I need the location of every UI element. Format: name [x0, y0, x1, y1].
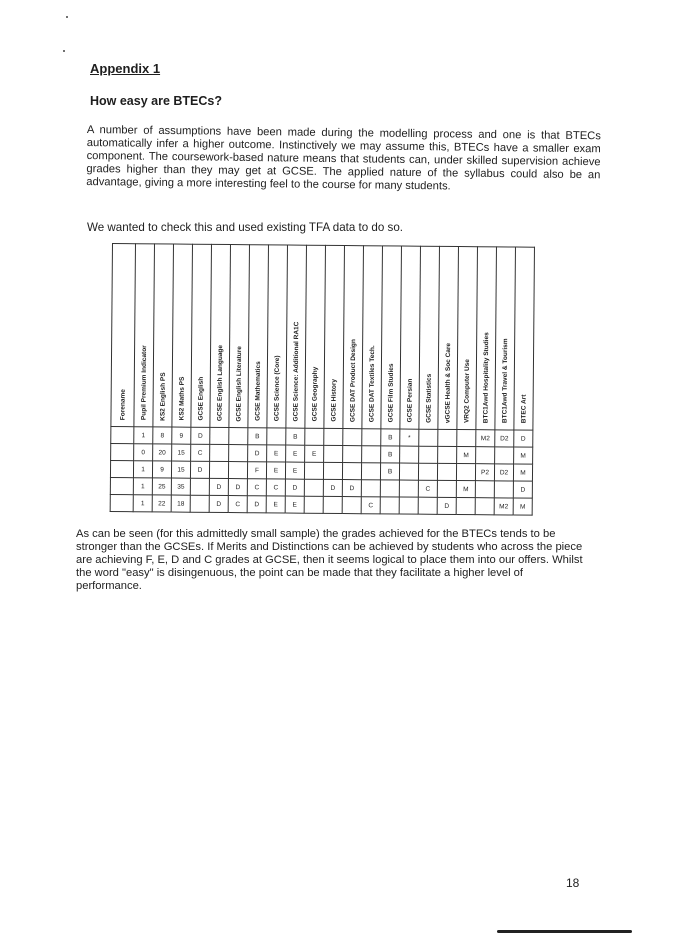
- table-cell: [400, 446, 419, 463]
- table-cell: [110, 494, 133, 511]
- table-cell: [456, 464, 475, 481]
- table-cell: [209, 461, 228, 478]
- table-cell: [324, 445, 343, 462]
- table-cell: M: [514, 447, 533, 464]
- column-header: [111, 244, 136, 427]
- column-header-label: GCSE Geography: [310, 367, 319, 422]
- column-header: [476, 247, 497, 430]
- appendix-heading: Appendix 1: [90, 61, 161, 76]
- table-cell: D: [191, 427, 210, 444]
- table-cell: C: [266, 479, 285, 496]
- table-cell: D: [514, 430, 533, 447]
- column-header: [229, 245, 250, 428]
- column-header-label: KS2 English PS: [158, 372, 167, 421]
- table-cell: [399, 463, 418, 480]
- column-header-label: Forename: [118, 388, 127, 421]
- table-cell: [304, 496, 323, 513]
- column-header: [419, 246, 440, 429]
- table-cell: [380, 497, 399, 514]
- column-header-label: BTC1Awd Hospitality Studies: [481, 332, 490, 424]
- column-header: [362, 246, 383, 429]
- column-header-label: Pupil Premium Indicator: [139, 345, 148, 421]
- table-cell: [229, 428, 248, 445]
- table-cell: C: [247, 479, 266, 496]
- table-cell: 1: [134, 427, 153, 444]
- table-cell: 35: [171, 478, 190, 495]
- column-header: [248, 245, 269, 428]
- scan-speck: [63, 50, 65, 52]
- table-cell: E: [266, 496, 285, 513]
- table-cell: M: [513, 498, 532, 515]
- table-cell: [418, 463, 437, 480]
- table-cell: D: [323, 479, 342, 496]
- table-cell: [110, 477, 133, 494]
- table-cell: M: [513, 464, 532, 481]
- column-header-label: GCSE English: [196, 377, 205, 421]
- table-cell: [437, 463, 456, 480]
- page-number: 18: [566, 876, 580, 890]
- column-header-label: VRQ2 Computer Use: [462, 359, 471, 424]
- table-cell: E: [285, 496, 304, 513]
- column-header: [514, 247, 535, 430]
- table-body: [110, 426, 533, 515]
- column-header: [134, 244, 155, 427]
- table-cell: 9: [152, 461, 171, 478]
- table-cell: D: [285, 479, 304, 496]
- table-cell: [342, 463, 361, 480]
- table-cell: [495, 447, 514, 464]
- table-cell: [380, 480, 399, 497]
- table-cell: [475, 481, 494, 498]
- column-header-label: GCSE Mathematics: [253, 361, 262, 422]
- table-cell: E: [286, 445, 305, 462]
- table-cell: F: [247, 462, 266, 479]
- table-cell: 8: [153, 427, 172, 444]
- column-header-label: KS2 Maths PS: [177, 376, 186, 421]
- table-cell: [229, 445, 248, 462]
- table-cell: [323, 462, 342, 479]
- table-cell: D: [228, 479, 247, 496]
- conclusion-paragraph: As can be seen (for this admittedly small sample) the grades achieved for the BTECs tends to be stronger than the GCSEs. If Merits and Distinctions can be achieved by students who across the piece are achieving F, E, D and C grades at GCSE, then it seems logical to place them into our offers. Whilst the word "easy" is disingenuous, the point can be made that they facilitate a higher level of performance.: [76, 528, 583, 592]
- table-cell: [111, 443, 134, 460]
- table-cell: B: [286, 428, 305, 445]
- table-cell: [456, 498, 475, 515]
- table-cell: 15: [172, 444, 191, 461]
- table-cell: D: [248, 445, 267, 462]
- table-cell: [362, 446, 381, 463]
- table-cell: D: [209, 478, 228, 495]
- table-cell: 20: [153, 444, 172, 461]
- column-header-label: BTC1Awd Travel & Tourism: [500, 338, 509, 424]
- table-cell: E: [285, 462, 304, 479]
- intro-paragraph: A number of assumptions have been made during the modelling process and one is that BTECs automatically infer a higher outcome. Instinctively we may assume this, BTECs have a smaller exam component. The coursework-based nature means that students can, under skilled supervision achieve grades higher than they may get at GCSE. The applied nature of the syllabus could also be an advantage, giving a more interesting feel to the course for many students.: [86, 124, 601, 193]
- table-cell: [305, 428, 324, 445]
- table-cell: [267, 428, 286, 445]
- table-cell: [324, 428, 343, 445]
- column-header: [381, 246, 402, 429]
- table-cell: 15: [171, 461, 190, 478]
- table-cell: 25: [152, 478, 171, 495]
- table-cell: D: [342, 480, 361, 497]
- table-cell: [362, 429, 381, 446]
- table-cell: D: [247, 496, 266, 513]
- table-cell: B: [248, 428, 267, 445]
- column-header: [286, 245, 307, 428]
- table-cell: [494, 481, 513, 498]
- table-cell: P2: [475, 464, 494, 481]
- table-cell: [111, 426, 134, 443]
- table-cell: 18: [171, 495, 190, 512]
- table-cell: [438, 446, 457, 463]
- column-header-label: GCSE Science: Additional RA1C: [291, 321, 300, 422]
- table-cell: [343, 446, 362, 463]
- table-cell: [419, 446, 438, 463]
- table-cell: [399, 480, 418, 497]
- table-cell: C: [418, 480, 437, 497]
- column-header: [400, 246, 421, 429]
- column-header: [438, 246, 459, 429]
- column-header-label: GCSE Persian: [405, 378, 414, 423]
- table-cell: D: [209, 495, 228, 512]
- column-header: [495, 247, 516, 430]
- table-cell: [476, 447, 495, 464]
- table-cell: [342, 497, 361, 514]
- column-header-label: BTEC Art: [519, 394, 528, 424]
- column-header-label: GCSE English Language: [215, 344, 224, 421]
- table-cell: 1: [133, 495, 152, 512]
- table-cell: M: [456, 481, 475, 498]
- grades-table: [110, 243, 535, 516]
- table-cell: [304, 462, 323, 479]
- column-header-label: GCSE History: [329, 379, 338, 422]
- table-cell: [190, 495, 209, 512]
- table-cell: [110, 460, 133, 477]
- table-row: [110, 494, 532, 515]
- table-cell: C: [361, 497, 380, 514]
- table-cell: [210, 427, 229, 444]
- table-cell: D2: [495, 430, 514, 447]
- table-cell: 1: [133, 478, 152, 495]
- table-cell: *: [400, 429, 419, 446]
- table-cell: M2: [476, 430, 495, 447]
- column-header-label: GCSE DAT Product Design: [348, 339, 357, 423]
- table-cell: 22: [152, 495, 171, 512]
- table-cell: M: [457, 447, 476, 464]
- table-cell: E: [305, 445, 324, 462]
- column-header: [153, 244, 174, 427]
- section-subheading: How easy are BTECs?: [90, 94, 222, 108]
- table-cell: 1: [133, 461, 152, 478]
- table-cell: [323, 496, 342, 513]
- table-cell: 9: [172, 427, 191, 444]
- column-header: [324, 245, 345, 428]
- table-cell: D2: [494, 464, 513, 481]
- column-header: [191, 244, 212, 427]
- table-cell: [438, 429, 457, 446]
- table-cell: B: [381, 429, 400, 446]
- column-header: [457, 247, 478, 430]
- table-cell: E: [266, 462, 285, 479]
- table-cell: C: [228, 496, 247, 513]
- column-header-label: GCSE Science (Core): [272, 355, 281, 422]
- table-cell: [437, 480, 456, 497]
- column-header: [343, 246, 364, 429]
- table-cell: [399, 497, 418, 514]
- column-header-label: GCSE English Literature: [234, 345, 243, 422]
- column-header-label: GCSE Statistics: [424, 373, 433, 423]
- column-header: [305, 245, 326, 428]
- column-header: [210, 244, 231, 427]
- table-cell: [418, 497, 437, 514]
- column-header-label: vGCSE Health & Soc Care: [443, 342, 452, 423]
- column-header: [267, 245, 288, 428]
- table-cell: [343, 429, 362, 446]
- table-cell: [361, 463, 380, 480]
- column-header-label: GCSE DAT Textiles Tech.: [367, 345, 376, 423]
- table-cell: B: [381, 446, 400, 463]
- table-cell: [457, 430, 476, 447]
- table-cell: 0: [134, 444, 153, 461]
- table-cell: D: [190, 461, 209, 478]
- table-cell: D: [513, 481, 532, 498]
- column-header-label: GCSE Film Studies: [386, 363, 395, 423]
- table-cell: [361, 480, 380, 497]
- table-cell: B: [380, 463, 399, 480]
- table-cell: [228, 462, 247, 479]
- footer-rule: [497, 930, 632, 933]
- table-cell: E: [267, 445, 286, 462]
- table-cell: D: [437, 497, 456, 514]
- table-cell: [210, 444, 229, 461]
- table-cell: [190, 478, 209, 495]
- scan-speck: [66, 16, 68, 18]
- table-cell: [475, 498, 494, 515]
- table-header-row: [111, 244, 535, 431]
- table-cell: [419, 429, 438, 446]
- table-cell: [304, 479, 323, 496]
- table-cell: M2: [494, 498, 513, 515]
- data-check-paragraph: We wanted to check this and used existing TFA data to do so.: [87, 221, 404, 234]
- column-header: [172, 244, 193, 427]
- table-cell: C: [191, 444, 210, 461]
